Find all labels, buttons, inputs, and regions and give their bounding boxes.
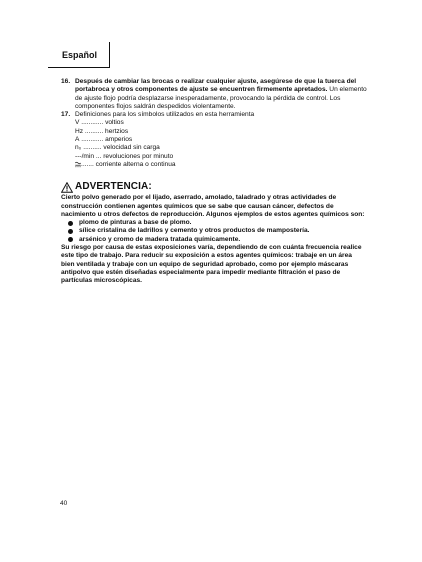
item-bold-text: Después de cambiar las brocas o realizar cualquier ajuste, asegúrese de que la tuerca del portabroca y otros componentes de ajuste se encuentren firmemente apretados.: [75, 78, 357, 94]
item-number: 16.: [61, 78, 71, 85]
symbol-row: [75, 144, 367, 152]
warning-title: ADVERTENCIA:: [75, 181, 152, 193]
symbol-leader: .......: [81, 160, 96, 168]
bullet-icon: [68, 221, 73, 226]
ac-dc-icon: [75, 161, 81, 168]
symbol-row: [75, 161, 367, 169]
symbol-row: [75, 128, 367, 136]
symbol-leader: ............: [79, 136, 106, 144]
item-number: 17.: [61, 111, 71, 119]
warning-section: [61, 181, 367, 285]
bullet-item: [61, 236, 367, 244]
item-text: Un elemento de ajuste flojo podría desplazarse inesperadamente, provocando la pérdida de control. Los componentes flojos saldrán despedidos violentamente.: [75, 86, 367, 110]
warning-triangle-icon: [61, 182, 73, 193]
symbol: A: [75, 136, 80, 144]
bullet-icon: [68, 237, 73, 242]
page-content: [61, 78, 367, 286]
bullet-item: [61, 227, 367, 235]
warning-intro: Cierto polvo generado por el lijado, aserrado, amolado, taladrado y otras actividades de construcción contienen agentes químicos que se sabe que causan cáncer, defectos de nacimiento u otros defectos de reproducción. Algunos ejemplos de estos agentes químicos son:: [61, 194, 365, 218]
symbol-meaning: revoluciones por minuto: [103, 152, 174, 160]
symbol-leader: ..........: [81, 144, 104, 152]
symbol-row: [75, 119, 367, 127]
warning-header: [61, 181, 367, 193]
symbol-row: [75, 153, 367, 161]
language-tab: [48, 42, 110, 68]
symbol-list: [75, 119, 367, 169]
bullet-text: arsénico y cromo de madera tratada químicamente.: [79, 235, 241, 243]
bullet-icon: [68, 229, 73, 234]
symbol: ---/min: [75, 152, 95, 160]
item-text: Definiciones para los símbolos utilizados en esta herramienta: [75, 111, 255, 119]
symbol-leader: ..........: [83, 127, 106, 135]
symbol-leader: ............: [79, 119, 106, 127]
list-item-16: [61, 78, 367, 111]
warning-body: [61, 194, 367, 285]
symbol-meaning: hertzios: [105, 127, 129, 135]
symbol-meaning: velocidad sin carga: [103, 144, 160, 152]
warning-closing: Su riesgo por causa de estas exposiciones varía, dependiendo de con cuánta frecuencia realice este tipo de trabajo. Para reducir su exposición a estos agentes químicos: trabaje en un área bien ventilada y trabaje con un equipo de seguridad aprobado, como por ejemplo máscaras antipolvo que estén diseñadas especialmente para impedir mediante filtración el paso de partículas microscópicas.: [61, 244, 362, 285]
warning-bullet-list: [61, 219, 367, 244]
symbol: n₀: [75, 144, 82, 152]
symbol-leader: ...: [94, 152, 104, 160]
page-number: 40: [60, 500, 68, 507]
bullet-text: sílice cristalina de ladrillos y cemento y otros productos de mampostería.: [79, 227, 310, 235]
symbol-row: [75, 136, 367, 144]
symbol: Hz: [75, 127, 84, 135]
bullet-text: plomo de pinturas a base de plomo.: [79, 219, 192, 227]
symbol: V: [75, 119, 80, 127]
list-item-17: [61, 111, 367, 169]
symbol-meaning: corriente alterna o continua: [95, 160, 176, 168]
symbol-meaning: amperios: [105, 136, 133, 144]
language-label: Español: [62, 50, 98, 60]
symbol-meaning: voltios: [105, 119, 124, 127]
bullet-item: [61, 219, 367, 227]
